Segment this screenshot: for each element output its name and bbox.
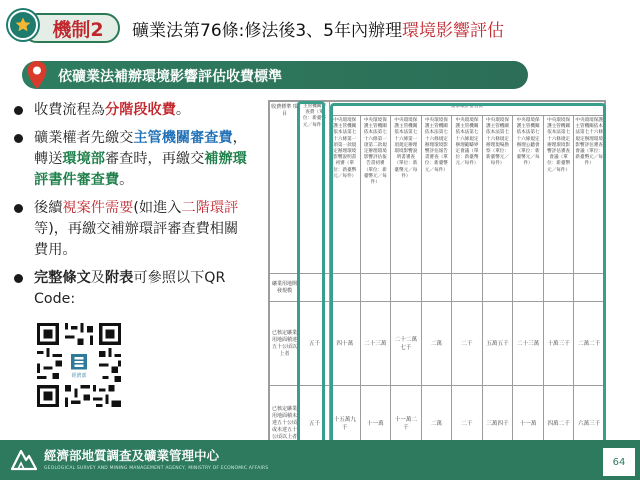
table-corner: 收費標準 項目 [270, 102, 300, 274]
table-cell: 十一萬 [360, 386, 391, 462]
bullet-dot [14, 106, 23, 115]
bullet-highlight: 分階段收費 [104, 102, 176, 118]
table-cell: 五千 [300, 302, 330, 386]
column-header: 中央環境保護主管機關依本法第七十六條規定辦理現場勘察（單位：新臺幣元／每件） [482, 116, 513, 274]
bullet-item [12, 128, 252, 191]
table-cell: 二十二萬七千 [391, 302, 422, 386]
highlight-frame-authority-fee [297, 101, 325, 459]
column-header: 中央環境保護主管機關依本法第七十六條規定辦理範疇界定會議（單位：新臺幣元／每件） [452, 116, 483, 274]
bullet-dot [14, 204, 23, 213]
column-header: 中央環境保護主管機關依本法第七十六條第一項第二款規定辦理環境影響評估報告書初審（單位：新臺幣元／每件） [360, 116, 391, 274]
table-cell: 四萬二千 [543, 386, 574, 462]
merged-header: 補辦環評審查費 [330, 102, 605, 116]
qr-code[interactable] [34, 320, 124, 410]
page-title-prefix: 礦業法第76條:修法後3、5年內辦理 [132, 21, 402, 41]
table-cell: 二萬 [421, 302, 452, 386]
bullet-highlight: 二階環評 [181, 200, 239, 216]
bullet-highlight: 補辦環評書件審查費 [34, 151, 247, 188]
column-header: 中央環境保護主管機關依本法第七十六條規定辦理環境影響評估審查會議（單位：新臺幣元／每件） [574, 116, 605, 274]
bullet-highlight: 完整條文 [34, 270, 91, 286]
table-cell: 十一萬二千 [391, 386, 422, 462]
page-title-highlight: 環境影響評估 [402, 21, 504, 41]
bullet-text: (如進入 [133, 200, 182, 216]
table-cell: 五千 [300, 386, 330, 462]
bullet-highlight: 環境部 [62, 151, 105, 167]
row-label: 已核定礦業用地面積達五十公頃以上者 [270, 302, 300, 386]
bullet-item [12, 268, 252, 310]
bullet-item [12, 198, 252, 261]
column-header: 中央環境保護主管機關依本法第七十六條第一項第一款規定辦理環境影響說明書初審（單位：新臺幣元／每件） [330, 116, 361, 274]
bullet-item [12, 100, 252, 121]
page-number: 64 [603, 448, 635, 476]
bullet-text: 等)，再繳交補辦環評審查費相關費用。 [34, 221, 239, 258]
bullet-text: 可參照以下QR Code: [34, 270, 226, 307]
qr-logo-label: 經濟部 [71, 372, 87, 379]
table-cell: 三萬四千 [482, 386, 513, 462]
column-header: 中央環境保護主管機關依本法第七十六條規定辦理公聽會（單位：新臺幣元／每件） [513, 116, 544, 274]
bullet-text: 。 [175, 102, 191, 118]
bullet-list [12, 100, 252, 317]
mechanism-badge: 機制2 [22, 13, 120, 43]
row-label: 已核定礦業用地面積未達五十公頃或未達五十公頃以上者 [270, 386, 300, 462]
mountain-logo-icon [10, 445, 38, 473]
column-header: 主管機關審查費（單位：新臺幣元／每件） [300, 102, 330, 274]
slide-header [0, 0, 640, 52]
section-title: 依礦業法補辦環境影響評估收費標準 [58, 69, 282, 85]
bullet-highlight: 附表 [104, 270, 134, 286]
table-cell: 十五萬九千 [330, 386, 361, 462]
table-cell: 二千 [452, 386, 483, 462]
bullet-text: ，轉送 [34, 130, 247, 167]
bullet-text: 收費流程為 [34, 102, 105, 118]
table-cell: 四十萬 [330, 302, 361, 386]
bullet-text: 後續 [34, 200, 63, 216]
bullet-text: 礦業權者先繳交 [34, 130, 134, 146]
table-cell: 二萬 [421, 386, 452, 462]
bullet-highlight: 視案件需要 [62, 200, 134, 216]
bullet-highlight: 主管機關審查費 [133, 130, 233, 146]
org-name: 經濟部地質調查及礦業管理中心 [44, 448, 220, 463]
bullet-text: 審查時，再繳交 [104, 151, 205, 167]
table-cell: 二十三萬 [513, 302, 544, 386]
bullet-text: 。 [119, 172, 134, 188]
row-header-label: 礦業用地開發規模 [270, 274, 300, 302]
bullet-dot [14, 274, 23, 283]
table-cell: 五萬五千 [482, 302, 513, 386]
location-pin-icon [26, 60, 48, 90]
table-cell: 六萬三千 [574, 386, 605, 462]
org-name-english: GEOLOGICAL SURVEY AND MINING MANAGEMENT AGENCY, MINISTRY OF ECONOMIC AFFAIRS [44, 466, 269, 471]
bullet-dot [14, 134, 23, 143]
page-title [132, 16, 504, 41]
column-header: 中央環境保護主管機關依本法第七十六條第一項規定辦理環境影響說明書審查（單位：新臺幣元／每件） [391, 116, 422, 274]
bullet-text: 及 [90, 270, 105, 286]
table-cell: 十萬三千 [543, 302, 574, 386]
table-cell: 二千 [452, 302, 483, 386]
column-header: 中央環境保護主管機關依本法第七十六條規定辦理環境影響評估審查會議（單位：新臺幣元／每件） [543, 116, 574, 274]
table-cell: 二萬二千 [574, 302, 605, 386]
star-icon [8, 10, 38, 40]
table-cell: 二十三萬 [360, 302, 391, 386]
highlight-frame-review-fee [330, 103, 606, 459]
column-header: 中央環境保護主管機關依本法第七十六條規定辦理環境影響評估報告書審查（單位：新臺幣元／每件） [421, 116, 452, 274]
table-cell: 十一萬 [513, 386, 544, 462]
